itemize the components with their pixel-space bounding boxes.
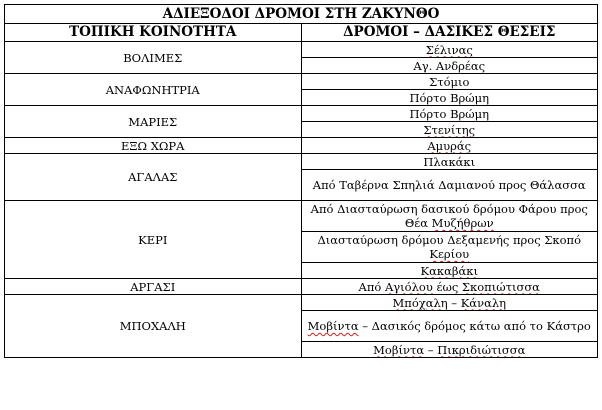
road-cell — [301, 342, 598, 358]
road-text: Πόρτο Βρώμη — [409, 90, 490, 105]
community-cell: ΜΑΡΙΕΣ — [5, 106, 302, 138]
spellcheck-word: Πικριδιώτισσα — [437, 342, 526, 357]
road-cell — [301, 154, 598, 170]
header-community: ΤΟΠΙΚΗ ΚΟΙΝΟΤΗΤΑ — [5, 24, 302, 42]
spellcheck-word: Αγιόλου — [385, 279, 433, 294]
road-text: Πόρτο Βρώμη — [409, 106, 490, 121]
road-text: Από Διασταύρωση δασικού δρόμου Φάρου προς Θέα — [310, 202, 588, 230]
table-row — [5, 42, 598, 58]
table-row — [5, 295, 598, 311]
table-body — [5, 42, 598, 358]
road-cell — [301, 122, 598, 138]
road-cell — [301, 90, 598, 106]
spellcheck-word: Κακαβάκι — [420, 263, 478, 278]
table-row — [5, 74, 598, 90]
road-cell — [301, 232, 598, 263]
spellcheck-word: Κερίου — [429, 247, 470, 261]
community-cell: ΕΞΩ ΧΩΡΑ — [5, 138, 302, 154]
spellcheck-word: Μπόχαλη — [392, 295, 448, 310]
road-text: Στόμιο — [429, 74, 470, 89]
road-text: – Δασικός δρόμος κάτω από το Κάστρο — [358, 319, 591, 333]
spellcheck-word: Μοβίντα — [373, 342, 425, 357]
document-page — [4, 4, 598, 358]
table-row — [5, 106, 598, 122]
spellcheck-word: Αμυράς — [427, 138, 472, 153]
road-text: Αγ. Ανδρέας — [413, 58, 486, 73]
road-cell — [301, 201, 598, 232]
community-cell: ΑΝΑΦΩΝΗΤΡΙΑ — [5, 74, 302, 106]
spellcheck-word: Μυζήθρων — [431, 216, 494, 230]
dead-end-roads-table — [4, 4, 598, 358]
spellcheck-word: Σκοπιώτισσα — [461, 279, 540, 294]
road-cell — [301, 58, 598, 74]
spellcheck-word: Σέλινας — [425, 42, 473, 57]
road-cell — [301, 74, 598, 90]
community-cell: ΚΕΡΙ — [5, 201, 302, 279]
table-row — [5, 138, 598, 154]
road-text: – — [424, 342, 438, 357]
table-row — [5, 279, 598, 295]
road-text: Διασταύρωση δρόμου Δεξαμενής προς Σκοπό — [317, 233, 582, 247]
community-cell: ΜΠΟΧΑΛΗ — [5, 295, 302, 358]
spellcheck-word: Κάναλη — [460, 295, 507, 310]
spellcheck-word: Στενίτης — [423, 122, 476, 137]
road-text: έως — [432, 279, 462, 294]
community-cell: ΑΓΑΛΑΣ — [5, 154, 302, 201]
road-cell — [301, 138, 598, 154]
road-text: Πλακάκι — [423, 154, 476, 169]
community-cell: ΑΡΓΑΣΙ — [5, 279, 302, 295]
table-row — [5, 201, 598, 232]
road-cell — [301, 263, 598, 279]
road-cell — [301, 279, 598, 295]
table-row — [5, 154, 598, 170]
road-cell — [301, 106, 598, 122]
road-cell — [301, 311, 598, 342]
road-cell — [301, 170, 598, 201]
road-cell — [301, 42, 598, 58]
road-text: Από — [358, 279, 385, 294]
spellcheck-word: Μοβίντα — [307, 319, 359, 333]
community-cell: ΒΟΛΙΜΕΣ — [5, 42, 302, 74]
table-title: ΑΔΙΕΞΟΔΟΙ ΔΡΟΜΟΙ ΣΤΗ ΖΑΚΥΝΘΟ — [5, 5, 598, 24]
header-roads: ΔΡΟΜΟΙ – ΔΑΣΙΚΕΣ ΘΕΣΕΙΣ — [301, 24, 598, 42]
road-text: Από Ταβέρνα Σπηλιά Δαμιανού προς Θάλασσα — [312, 178, 586, 192]
road-cell — [301, 295, 598, 311]
road-text: – — [447, 295, 461, 310]
